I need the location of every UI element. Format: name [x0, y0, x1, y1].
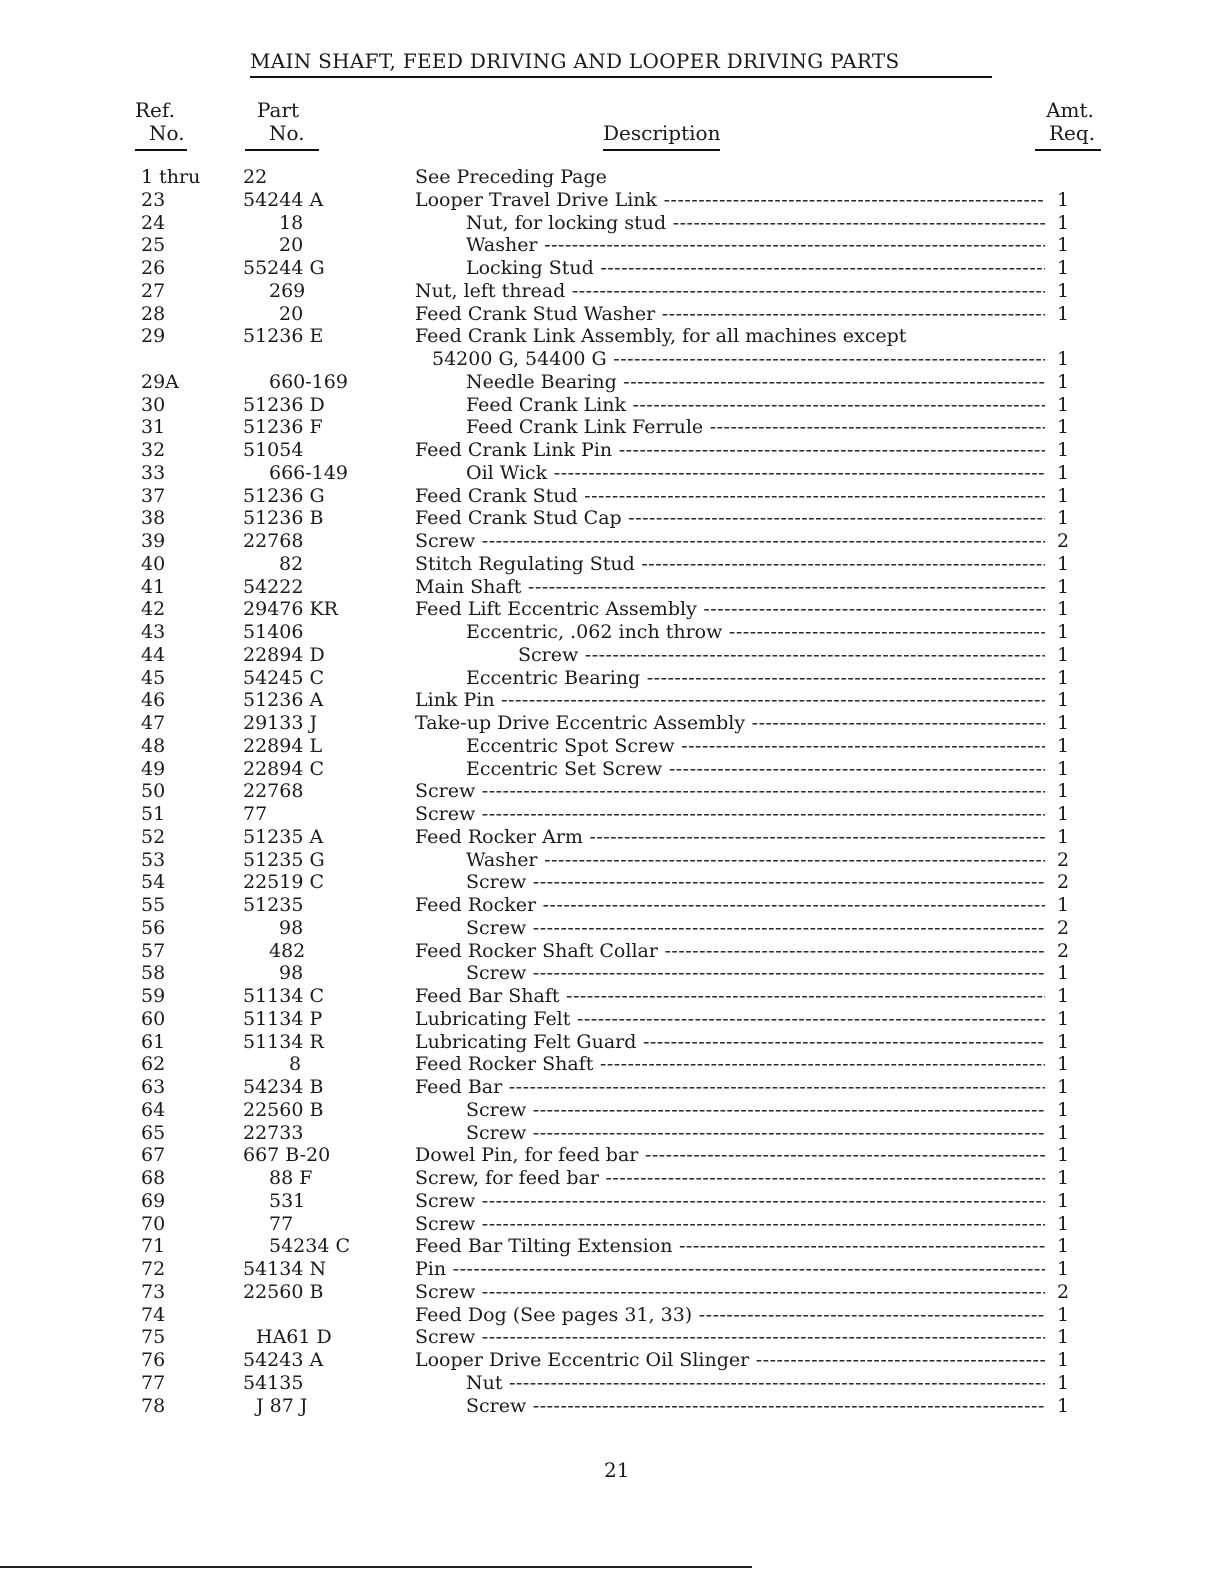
ref-header-line1: Ref.	[135, 98, 175, 122]
amt-header-line1: Amt.	[1046, 98, 1094, 122]
part-number: 54245 C	[243, 666, 325, 689]
part-number: 98	[279, 916, 304, 939]
part-description: Locking Stud -----	[466, 257, 1045, 280]
part-description: Feed Lift Eccentric Assembly -----	[415, 598, 1045, 621]
part-description: Feed Crank Link -----	[466, 394, 1045, 417]
part-description: Screw -----	[415, 530, 1045, 553]
ref-number: 55	[141, 894, 166, 916]
description-header	[603, 122, 720, 151]
amount-required: 1	[1057, 484, 1070, 507]
part-description: Screw -----	[415, 1190, 1045, 1213]
part-number: 77	[243, 803, 268, 825]
table-row	[0, 894, 1224, 917]
table-row	[0, 416, 1224, 439]
amount-required: 1	[1057, 1212, 1070, 1235]
table-row	[0, 1144, 1224, 1167]
ref-number: 68	[141, 1167, 166, 1189]
ref-number: 26	[141, 257, 166, 279]
part-description: Feed Crank Stud -----	[415, 485, 1045, 508]
ref-number: 62	[141, 1053, 166, 1076]
ref-number: 39	[141, 530, 166, 552]
ref-number: 67	[141, 1144, 166, 1167]
amount-required: 1	[1057, 1371, 1070, 1394]
ref-number: 32	[141, 439, 166, 461]
part-number: 22894 L	[243, 734, 323, 757]
table-row	[0, 1076, 1224, 1099]
table-row	[0, 1349, 1224, 1372]
ref-number: 69	[141, 1189, 166, 1212]
table-row	[0, 803, 1224, 826]
table-row	[0, 1167, 1224, 1190]
description-header-label: Description	[603, 122, 720, 151]
amount-required: 1	[1057, 689, 1070, 712]
table-row	[0, 826, 1224, 849]
part-description: Feed Rocker Shaft Collar -----	[415, 940, 1045, 963]
ref-number: 71	[141, 1235, 166, 1258]
amount-required: 1	[1057, 575, 1070, 598]
ref-number: 78	[141, 1394, 166, 1417]
ref-number: 25	[141, 234, 166, 257]
ref-number: 33	[141, 461, 166, 484]
amount-required: 1	[1057, 1394, 1070, 1417]
part-number: 51236 B	[243, 507, 324, 530]
table-row	[0, 1099, 1224, 1122]
part-description: Main Shaft -----	[415, 576, 1045, 599]
table-row	[0, 485, 1224, 508]
table-row	[0, 1372, 1224, 1395]
ref-number: 65	[141, 1121, 166, 1144]
amount-required: 1	[1057, 234, 1070, 257]
part-description: Feed Crank Stud Cap -----	[415, 507, 1045, 530]
table-row	[0, 530, 1224, 553]
part-number: 22894 D	[243, 643, 325, 666]
amount-required: 1	[1057, 1076, 1070, 1098]
part-description: Screw -----	[415, 1326, 1045, 1349]
ref-number: 60	[141, 1007, 166, 1030]
table-row	[0, 348, 1224, 371]
amount-required: 1	[1057, 1235, 1070, 1258]
ref-number: 53	[141, 848, 166, 871]
part-description: Screw -----	[466, 917, 1045, 940]
part-description: Screw -----	[466, 1395, 1045, 1418]
table-row	[0, 689, 1224, 712]
part-number: 77	[269, 1212, 294, 1235]
part-description: Eccentric Bearing -----	[466, 667, 1045, 690]
part-description: Feed Rocker -----	[415, 894, 1045, 917]
part-description: Looper Travel Drive Link -----	[415, 189, 1045, 212]
table-row	[0, 1304, 1224, 1327]
part-number: 51134 C	[243, 985, 325, 1007]
table-row	[0, 507, 1224, 530]
part-description: Feed Rocker Arm -----	[415, 826, 1045, 849]
amount-required: 1	[1057, 279, 1070, 302]
ref-number: 61	[141, 1030, 166, 1053]
amount-required: 1	[1057, 643, 1070, 666]
amount-required: 2	[1057, 871, 1070, 894]
ref-number: 41	[141, 575, 166, 598]
part-description: Dowel Pin, for feed bar -----	[415, 1144, 1045, 1167]
ref-number: 58	[141, 962, 166, 985]
ref-no-header	[135, 99, 187, 151]
amount-required: 1	[1057, 1349, 1070, 1371]
table-row	[0, 621, 1224, 644]
table-row	[0, 303, 1224, 326]
page-number: 21	[604, 1458, 630, 1482]
amount-required: 1	[1057, 1144, 1070, 1167]
part-description: Nut -----	[466, 1372, 1045, 1395]
table-row	[0, 462, 1224, 485]
ref-number: 51	[141, 803, 166, 825]
ref-number: 56	[141, 916, 166, 939]
amount-required: 1	[1057, 188, 1070, 211]
amount-required: 1	[1057, 666, 1070, 689]
part-description: Screw -----	[466, 1099, 1045, 1122]
ref-number: 30	[141, 393, 166, 416]
part-description: Feed Bar Shaft -----	[415, 985, 1045, 1008]
part-number: 22	[243, 166, 268, 188]
part-description: Screw -----	[518, 644, 1045, 667]
amount-required: 1	[1057, 712, 1070, 734]
amount-required-header	[1035, 99, 1101, 151]
ref-number: 50	[141, 780, 166, 803]
part-description: Washer -----	[466, 849, 1045, 872]
part-number: 54135	[243, 1371, 304, 1394]
part-number: 51236 G	[243, 484, 325, 507]
amount-required: 1	[1057, 552, 1070, 575]
part-number: HA61 D	[256, 1326, 332, 1349]
part-description: Take-up Drive Eccentric Assembly -----	[415, 712, 1045, 735]
amount-required: 2	[1057, 1280, 1070, 1303]
table-row	[0, 962, 1224, 985]
amount-required: 2	[1057, 916, 1070, 939]
ref-number: 74	[141, 1303, 166, 1326]
amount-required: 1	[1057, 621, 1070, 643]
part-number: 98	[279, 962, 304, 985]
part-number: 22733	[243, 1121, 304, 1144]
part-number: 22894 C	[243, 757, 325, 780]
amount-required: 1	[1057, 211, 1070, 234]
part-no-header	[245, 99, 319, 151]
part-number: 20	[279, 302, 304, 325]
part-number: 55244 G	[243, 257, 325, 279]
part-number: 51134 R	[243, 1030, 324, 1053]
part-number: 482	[269, 939, 306, 962]
ref-number: 45	[141, 666, 166, 689]
table-row	[0, 1213, 1224, 1236]
table-row	[0, 212, 1224, 235]
amount-required: 1	[1057, 1007, 1070, 1030]
ref-number: 40	[141, 552, 166, 575]
table-row	[0, 325, 1224, 348]
ref-number: 47	[141, 712, 166, 734]
part-description: Screw -----	[415, 1213, 1045, 1236]
amount-required: 1	[1057, 598, 1070, 621]
ref-number: 63	[141, 1076, 166, 1098]
ref-number: 70	[141, 1212, 166, 1235]
ref-header-line2: No.	[135, 122, 187, 151]
part-description: Needle Bearing -----	[466, 371, 1045, 394]
part-number: 88 F	[269, 1167, 313, 1189]
amount-required: 1	[1057, 302, 1070, 325]
amount-required: 1	[1057, 257, 1070, 279]
part-number: 51236 F	[243, 416, 323, 439]
ref-number: 44	[141, 643, 166, 666]
amount-required: 1	[1057, 1326, 1070, 1349]
part-number: 22768	[243, 780, 304, 803]
part-description: 54200 G, 54400 G -----	[432, 348, 1045, 371]
part-number: 22560 B	[243, 1280, 324, 1303]
part-description: Oil Wick -----	[466, 462, 1045, 485]
ref-number: 72	[141, 1258, 166, 1280]
part-description: See Preceding Page	[415, 166, 607, 188]
parts-list	[0, 166, 1224, 1417]
amount-required: 1	[1057, 1121, 1070, 1144]
ref-number: 64	[141, 1098, 166, 1121]
part-description: Eccentric, .062 inch throw -----	[466, 621, 1045, 644]
part-description: Eccentric Set Screw -----	[466, 758, 1045, 781]
page-title: MAIN SHAFT, FEED DRIVING AND LOOPER DRIVING PARTS	[250, 49, 992, 78]
ref-number: 54	[141, 871, 166, 894]
ref-number: 76	[141, 1349, 166, 1371]
ref-number: 77	[141, 1371, 166, 1394]
amount-required: 1	[1057, 734, 1070, 757]
table-row	[0, 1031, 1224, 1054]
part-description: Screw -----	[415, 803, 1045, 826]
amount-required: 1	[1057, 1098, 1070, 1121]
part-description: Lubricating Felt -----	[415, 1008, 1045, 1031]
part-description: Feed Rocker Shaft -----	[415, 1053, 1045, 1076]
table-row	[0, 1258, 1224, 1281]
table-row	[0, 871, 1224, 894]
table-row	[0, 758, 1224, 781]
part-number: 54244 A	[243, 188, 324, 211]
table-row	[0, 1122, 1224, 1145]
part-description: Screw -----	[466, 1122, 1045, 1145]
table-row	[0, 644, 1224, 667]
table-row	[0, 1008, 1224, 1031]
part-description: Stitch Regulating Stud -----	[415, 553, 1045, 576]
table-row	[0, 940, 1224, 963]
part-description: Feed Crank Link Assembly, for all machines except	[415, 325, 907, 348]
table-row	[0, 394, 1224, 417]
table-row	[0, 1053, 1224, 1076]
part-description: Eccentric Spot Screw -----	[466, 735, 1045, 758]
part-number: 29476 KR	[243, 598, 338, 621]
part-number: 667 B-20	[243, 1144, 331, 1167]
table-row	[0, 917, 1224, 940]
table-row	[0, 712, 1224, 735]
part-number: 531	[269, 1189, 306, 1212]
amount-required: 1	[1057, 348, 1070, 370]
part-number: 51235	[243, 894, 304, 916]
part-number: 51236 E	[243, 325, 324, 348]
part-description: Screw, for feed bar -----	[415, 1167, 1045, 1190]
part-number: 51236 D	[243, 393, 325, 416]
table-row	[0, 576, 1224, 599]
bottom-rule	[0, 1566, 752, 1568]
part-description: Looper Drive Eccentric Oil Slinger -----	[415, 1349, 1045, 1372]
part-number: 18	[279, 211, 304, 234]
amount-required: 1	[1057, 894, 1070, 916]
ref-number: 52	[141, 825, 166, 848]
table-row	[0, 371, 1224, 394]
part-number: 666-149	[269, 461, 348, 484]
table-row	[0, 1190, 1224, 1213]
ref-number: 28	[141, 302, 166, 325]
ref-number: 49	[141, 757, 166, 780]
part-description: Pin -----	[415, 1258, 1045, 1281]
table-row	[0, 166, 1224, 189]
part-number: 22768	[243, 530, 304, 552]
amount-required: 1	[1057, 825, 1070, 848]
amount-required: 1	[1057, 757, 1070, 780]
ref-number: 27	[141, 279, 166, 302]
part-number: 51235 A	[243, 825, 324, 848]
part-description: Lubricating Felt Guard -----	[415, 1031, 1045, 1054]
table-row	[0, 780, 1224, 803]
ref-number: 24	[141, 211, 166, 234]
part-number: 269	[269, 279, 306, 302]
part-description: Feed Dog (See pages 31, 33) -----	[415, 1304, 1045, 1327]
part-number: J 87 J	[256, 1394, 308, 1417]
part-number: 22519 C	[243, 871, 325, 894]
part-description: Nut, left thread -----	[415, 280, 1045, 303]
amount-required: 1	[1057, 985, 1070, 1007]
amount-required: 1	[1057, 370, 1070, 393]
amount-required: 1	[1057, 461, 1070, 484]
part-description: Screw -----	[466, 962, 1045, 985]
amount-required: 1	[1057, 393, 1070, 416]
ref-number: 46	[141, 689, 166, 712]
amount-required: 1	[1057, 1303, 1070, 1326]
part-number: 51054	[243, 439, 304, 461]
ref-number: 37	[141, 484, 166, 507]
part-number: 54243 A	[243, 1349, 324, 1371]
part-description: Link Pin -----	[415, 689, 1045, 712]
part-number: 22560 B	[243, 1098, 324, 1121]
amount-required: 1	[1057, 1258, 1070, 1280]
amount-required: 1	[1057, 780, 1070, 803]
ref-number: 73	[141, 1280, 166, 1303]
table-row	[0, 735, 1224, 758]
part-number: 54222	[243, 575, 304, 598]
part-description: Feed Bar -----	[415, 1076, 1045, 1099]
part-number: 51406	[243, 621, 304, 643]
amount-required: 1	[1057, 1167, 1070, 1189]
amount-required: 1	[1057, 803, 1070, 825]
table-row	[0, 667, 1224, 690]
part-number: 51235 G	[243, 848, 325, 871]
table-row	[0, 598, 1224, 621]
table-row	[0, 257, 1224, 280]
amount-required: 1	[1057, 1189, 1070, 1212]
table-row	[0, 1281, 1224, 1304]
part-number: 54234 B	[243, 1076, 324, 1098]
table-row	[0, 985, 1224, 1008]
amount-required: 1	[1057, 416, 1070, 439]
table-row	[0, 849, 1224, 872]
part-number: 51134 P	[243, 1007, 323, 1030]
ref-number: 48	[141, 734, 166, 757]
ref-number: 57	[141, 939, 166, 962]
part-description: Feed Bar Tilting Extension -----	[415, 1235, 1045, 1258]
part-header-line2: No.	[245, 122, 319, 151]
part-number: 82	[279, 552, 304, 575]
table-row	[0, 439, 1224, 462]
part-number: 8	[289, 1053, 302, 1076]
ref-number: 29	[141, 325, 166, 348]
ref-number: 43	[141, 621, 166, 643]
table-row	[0, 1326, 1224, 1349]
amount-required: 2	[1057, 848, 1070, 871]
part-number: 51236 A	[243, 689, 324, 712]
part-description: Feed Crank Link Ferrule -----	[466, 416, 1045, 439]
amount-required: 1	[1057, 439, 1070, 461]
part-number: 54134 N	[243, 1258, 327, 1280]
table-row	[0, 280, 1224, 303]
amount-required: 2	[1057, 939, 1070, 962]
part-description: Feed Crank Link Pin -----	[415, 439, 1045, 462]
amount-required: 1	[1057, 507, 1070, 530]
ref-number: 38	[141, 507, 166, 530]
ref-number: 1 thru	[141, 166, 201, 188]
ref-number: 29A	[141, 370, 179, 393]
part-number: 20	[279, 234, 304, 257]
table-row	[0, 1235, 1224, 1258]
part-number: 660-169	[269, 370, 348, 393]
table-row	[0, 553, 1224, 576]
part-description: Screw -----	[466, 871, 1045, 894]
part-description: Feed Crank Stud Washer -----	[415, 303, 1045, 326]
amt-header-line2: Req.	[1035, 122, 1101, 151]
amount-required: 1	[1057, 962, 1070, 985]
amount-required: 1	[1057, 1053, 1070, 1076]
table-row	[0, 189, 1224, 212]
part-description: Screw -----	[415, 1281, 1045, 1304]
part-description: Nut, for locking stud -----	[466, 212, 1045, 235]
part-header-line1: Part	[257, 98, 300, 122]
part-number: 29133 J	[243, 712, 318, 734]
part-description: Washer -----	[466, 234, 1045, 257]
part-description: Screw -----	[415, 780, 1045, 803]
amount-required: 1	[1057, 1030, 1070, 1053]
ref-number: 31	[141, 416, 166, 439]
table-row	[0, 234, 1224, 257]
ref-number: 42	[141, 598, 166, 621]
ref-number: 59	[141, 985, 166, 1007]
part-number: 54234 C	[269, 1235, 351, 1258]
table-row	[0, 1395, 1224, 1418]
ref-number: 75	[141, 1326, 166, 1349]
amount-required: 2	[1057, 530, 1070, 552]
ref-number: 23	[141, 188, 166, 211]
